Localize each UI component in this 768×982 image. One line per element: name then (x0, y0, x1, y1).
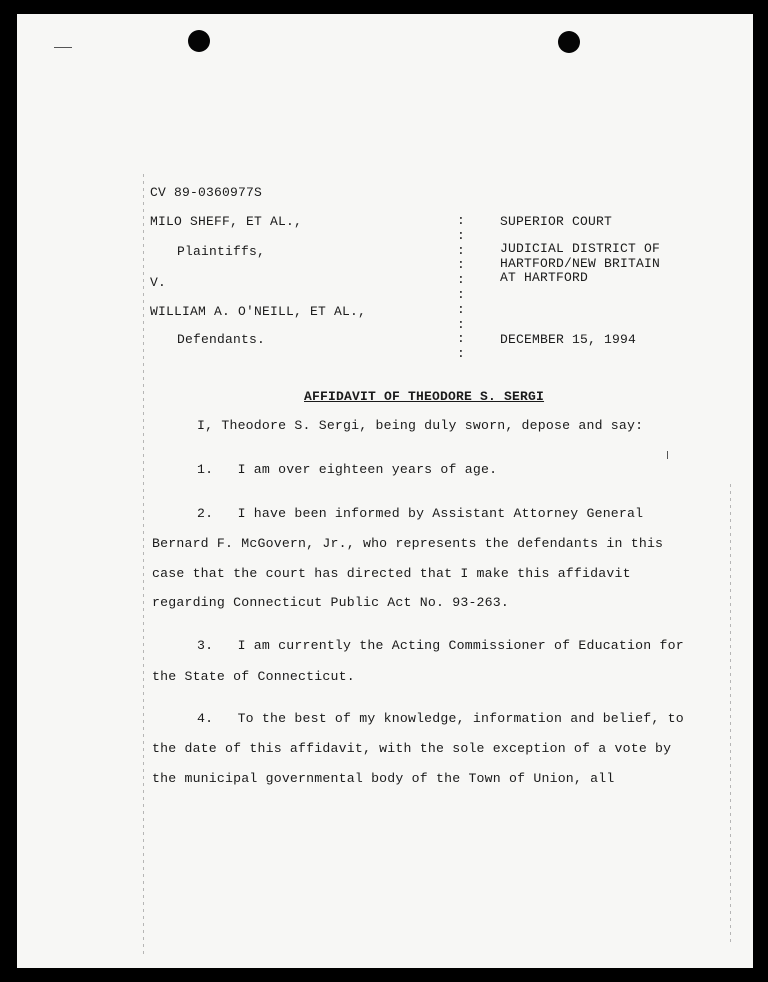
caption-versus: V. (150, 275, 167, 290)
right-margin-artifact (730, 484, 731, 944)
paragraph-4-line-1: 4. To the best of my knowledge, information and belief, to (197, 711, 684, 726)
paragraph-4-line-3: the municipal governmental body of the Town of Union, all (152, 771, 615, 786)
scan-speck (667, 451, 668, 459)
paragraph-3-line-2: the State of Connecticut. (152, 669, 355, 684)
paragraph-2-line-3: case that the court has directed that I make this affidavit (152, 566, 631, 581)
judicial-district: JUDICIAL DISTRICT OF HARTFORD/NEW BRITAIN AT HARTFORD (500, 241, 661, 285)
paragraph-3-line-1: 3. I am currently the Acting Commissioner of Education for (197, 638, 684, 653)
paragraph-1: 1. I am over eighteen years of age. (197, 462, 498, 477)
punch-hole-right (558, 31, 580, 53)
caption-plaintiffs-label: Plaintiffs, (177, 244, 266, 259)
paragraph-2-line-2: Bernard F. McGovern, Jr., who represents the defendants in this (152, 536, 664, 551)
caption-plaintiff-name: MILO SHEFF, ET AL., (150, 214, 303, 229)
filing-date: DECEMBER 15, 1994 (500, 332, 637, 347)
paragraph-2-line-4: regarding Connecticut Public Act No. 93-263. (152, 595, 510, 610)
case-number: CV 89-0360977S (150, 185, 263, 200)
paragraph-4-line-2: the date of this affidavit, with the sole exception of a vote by (152, 741, 672, 756)
intro-line: I, Theodore S. Sergi, being duly sworn, depose and say: (197, 418, 644, 433)
caption-defendants-label: Defendants. (177, 332, 266, 347)
paragraph-2-line-1: 2. I have been informed by Assistant Attorney General (197, 506, 644, 521)
scan-speck (54, 47, 72, 48)
left-margin-artifact (143, 174, 144, 954)
punch-hole-left (188, 30, 210, 52)
caption-colon-column: : : : : : : : : : : (457, 213, 465, 362)
document-page (17, 14, 753, 968)
document-title: AFFIDAVIT OF THEODORE S. SERGI (304, 389, 545, 404)
caption-defendant-name: WILLIAM A. O'NEILL, ET AL., (150, 304, 367, 319)
court-name: SUPERIOR COURT (500, 214, 613, 229)
